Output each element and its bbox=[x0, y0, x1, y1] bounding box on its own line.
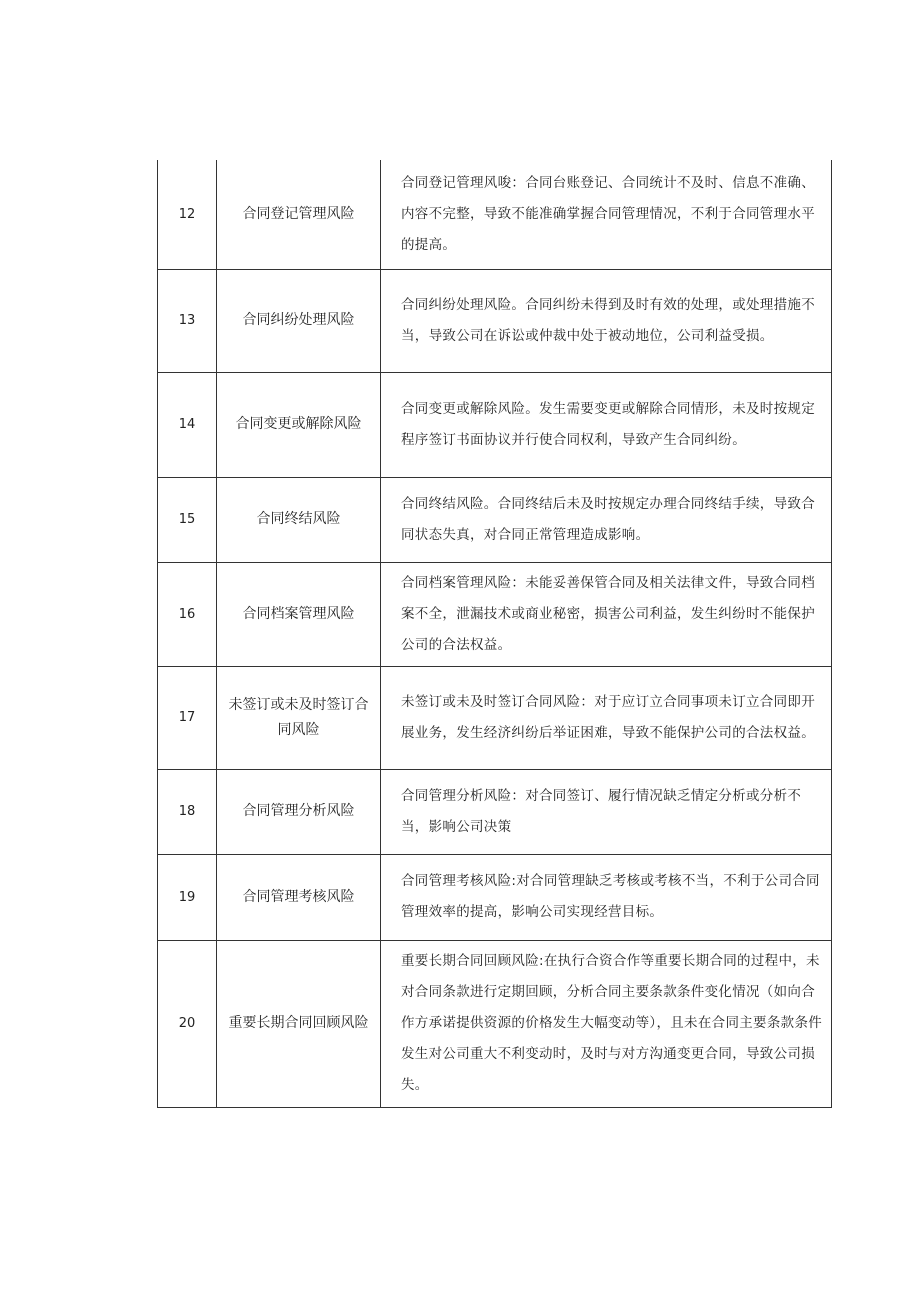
risk-name: 合同登记管理风险 bbox=[217, 160, 381, 269]
table-row bbox=[158, 477, 832, 562]
risk-description: 未签订或未及时签订合同风险：对于应订立合同事项未订立合同即开展业务，发生经济纠纷后举证困难，导致不能保护公司的合法权益。 bbox=[381, 666, 832, 769]
risk-table bbox=[157, 160, 832, 1108]
row-number: 20 bbox=[158, 940, 217, 1107]
risk-description: 合同纠纷处理风险。合同纠纷未得到及时有效的处理，或处理措施不当，导致公司在诉讼或仲裁中处于被动地位，公司利益受损。 bbox=[381, 269, 832, 372]
risk-description: 合同档案管理风险：未能妥善保管合同及相关法律文件，导致合同档案不全，泄漏技术或商业秘密，损害公司利益，发生纠纷时不能保护公司的合法权益。 bbox=[381, 562, 832, 666]
risk-description: 合同管理分析风险：对合同签订、履行情况缺乏情定分析或分析不当，影响公司决策 bbox=[381, 769, 832, 854]
risk-name: 合同纠纷处理风险 bbox=[217, 269, 381, 372]
table-row bbox=[158, 160, 832, 269]
risk-description: 重要长期合同回顾风险:在执行合资合作等重要长期合同的过程中，未对合同条款进行定期回顾，分析合同主要条款条件变化情况（如向合作方承诺提供资源的价格发生大幅变动等），且未在合同主要条款条件发生对公司重大不利变动时，及时与对方沟通变更合同，导致公司损失。 bbox=[381, 940, 832, 1107]
table-row bbox=[158, 854, 832, 940]
row-number: 13 bbox=[158, 269, 217, 372]
risk-name: 未签订或未及时签订合同风险 bbox=[217, 666, 381, 769]
row-number: 18 bbox=[158, 769, 217, 854]
risk-description: 合同管理考核风险:对合同管理缺乏考核或考核不当，不利于公司合同管理效率的提高，影响公司实现经营目标。 bbox=[381, 854, 832, 940]
table-row bbox=[158, 769, 832, 854]
table-row bbox=[158, 372, 832, 477]
row-number: 17 bbox=[158, 666, 217, 769]
risk-name: 合同管理考核风险 bbox=[217, 854, 381, 940]
table-row bbox=[158, 562, 832, 666]
risk-description: 合同登记管理风唆：合同台账登记、合同统计不及时、信息不准确、内容不完整，导致不能准确掌握合同管理情况，不利于合同管理水平的提高。 bbox=[381, 160, 832, 269]
row-number: 14 bbox=[158, 372, 217, 477]
table-row bbox=[158, 940, 832, 1107]
risk-name: 重要长期合同回顾风险 bbox=[217, 940, 381, 1107]
table-row bbox=[158, 269, 832, 372]
row-number: 19 bbox=[158, 854, 217, 940]
row-number: 15 bbox=[158, 477, 217, 562]
risk-name: 合同终结风险 bbox=[217, 477, 381, 562]
row-number: 16 bbox=[158, 562, 217, 666]
risk-description: 合同变更或解除风险。发生需要变更或解除合同情形，未及时按规定程序签订书面协议并行使合同权利，导致产生合同纠纷。 bbox=[381, 372, 832, 477]
risk-name: 合同管理分析风险 bbox=[217, 769, 381, 854]
row-number: 12 bbox=[158, 160, 217, 269]
risk-name: 合同档案管理风险 bbox=[217, 562, 381, 666]
table-row bbox=[158, 666, 832, 769]
risk-description: 合同终结风险。合同终结后未及时按规定办理合同终结手续，导致合同状态失真，对合同正常管理造成影响。 bbox=[381, 477, 832, 562]
risk-name: 合同变更或解除风险 bbox=[217, 372, 381, 477]
